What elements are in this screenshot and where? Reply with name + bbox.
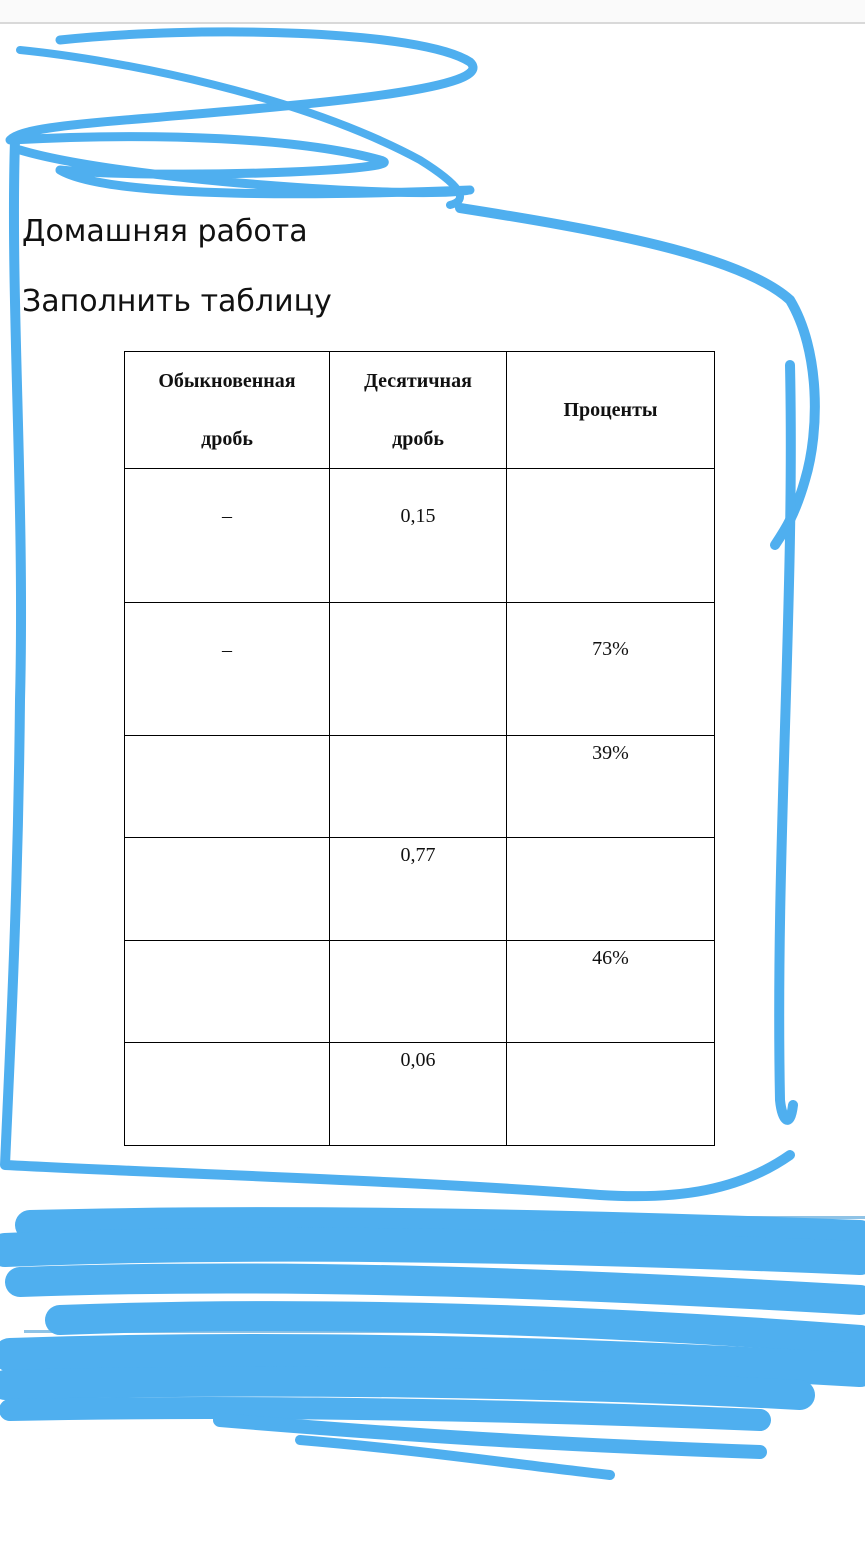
table-row [125,603,715,736]
percent-value: 39% [592,742,629,764]
percent-value [507,838,714,875]
fraction-value [125,838,329,875]
homework-title: Домашняя работа [22,214,308,249]
cell-decimal [330,603,507,736]
table-row [125,469,715,603]
fraction-value [125,941,329,978]
header-decimal-line2: дробь [392,428,444,450]
cell-decimal [330,469,507,603]
decimal-value [330,603,506,640]
cell-decimal [330,838,507,941]
cell-percent [507,603,715,736]
fraction-value [125,1043,329,1080]
cell-fraction [125,838,330,941]
cell-percent [507,941,715,1043]
decimal-value: 0,15 [400,505,436,527]
header-percent-label: Проценты [563,398,658,421]
table-row [125,838,715,941]
table-row [125,736,715,838]
fraction-value [125,736,329,773]
table-header-row [125,352,715,469]
table-row [125,1043,715,1146]
fraction-value: – [222,639,232,661]
decimal-value: 0,06 [400,1049,436,1071]
header-decimal [330,352,507,469]
fraction-table [124,351,715,1146]
header-fraction-line2: дробь [201,428,253,450]
divider-line [24,1288,865,1291]
percent-value [507,469,714,506]
decimal-value [330,941,506,978]
cell-fraction [125,1043,330,1146]
divider-line [24,1216,865,1219]
viewer-top-bar [0,0,865,24]
percent-value [507,1043,714,1080]
divider-line [24,1330,865,1333]
cell-percent [507,469,715,603]
header-decimal-line1: Десятичная [364,370,472,392]
cell-fraction [125,736,330,838]
obscured-text-block [0,1210,865,1430]
cell-percent [507,736,715,838]
cell-fraction [125,469,330,603]
table-row [125,941,715,1043]
header-fraction [125,352,330,469]
percent-value: 73% [592,638,629,660]
percent-value: 46% [592,947,629,969]
cell-fraction [125,941,330,1043]
fraction-value: – [222,505,232,527]
header-fraction-line1: Обыкновенная [158,370,296,392]
cell-decimal [330,736,507,838]
cell-fraction [125,603,330,736]
cell-decimal [330,1043,507,1146]
cell-percent [507,838,715,941]
decimal-value [330,736,506,773]
task-title: Заполнить таблицу [22,284,332,319]
decimal-value: 0,77 [400,844,436,866]
header-percent [507,352,715,469]
cell-percent [507,1043,715,1146]
cell-decimal [330,941,507,1043]
